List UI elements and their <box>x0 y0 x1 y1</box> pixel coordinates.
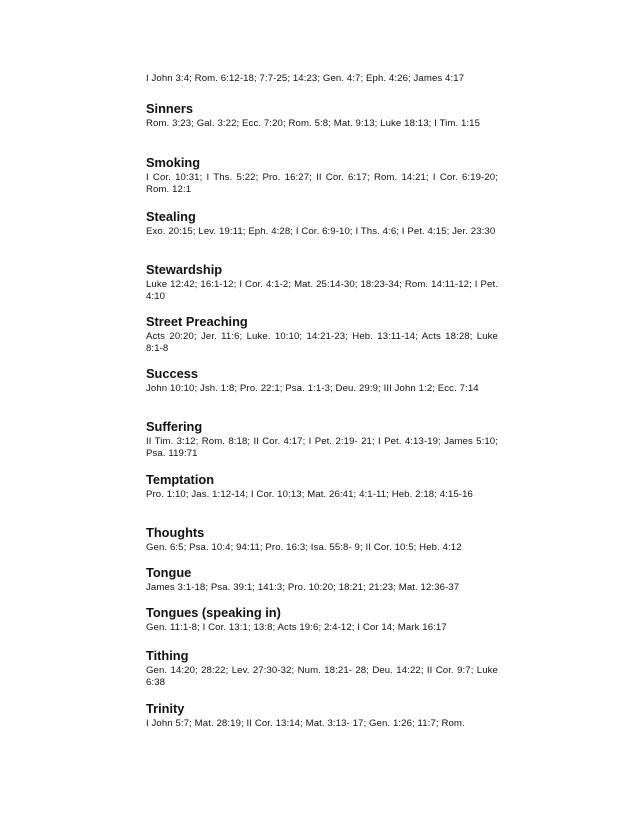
entry-stealing <box>146 209 498 238</box>
entry-heading: Tongues (speaking in) <box>146 605 281 620</box>
entry-thoughts <box>146 525 498 554</box>
entry-heading: Success <box>146 366 198 381</box>
entry-tithing <box>146 648 498 689</box>
entry-references: John 10:10; Jsh. 1:8; Pro. 22:1; Psa. 1:1-3; Deu. 29:9; III John 1:2; Ecc. 7:14 <box>146 383 479 394</box>
entry-smoking <box>146 155 498 196</box>
entry-street-preaching <box>146 314 498 355</box>
entry-references: II Tim. 3:12; Rom. 8:18; II Cor. 4:17; I Pet. 2:19- 21; I Pet. 4:13-19; James 5:10; Psa. 119:71 <box>146 436 498 459</box>
entry-references: Rom. 3:23; Gal. 3:22; Ecc. 7:20; Rom. 5:8; Mat. 9:13; Luke 18:13; I Tim. 1:15 <box>146 118 481 129</box>
entry-tongues-speaking-in <box>146 605 498 634</box>
entry-suffering <box>146 419 498 460</box>
entry-references: Gen. 14:20; 28:22; Lev. 27:30-32; Num. 18:21- 28; Deu. 14:22; II Cor. 9:7; Luke 6:38 <box>146 665 498 688</box>
entry-tongue <box>146 565 498 594</box>
entry-heading: Suffering <box>146 419 203 434</box>
entry-heading: Trinity <box>146 701 185 716</box>
entry-heading: Thoughts <box>146 525 205 540</box>
entry-temptation <box>146 472 498 501</box>
entry-heading: Tithing <box>146 648 189 663</box>
entry-heading: Stewardship <box>146 262 223 277</box>
entry-heading: Smoking <box>146 155 201 170</box>
entry-trinity <box>146 701 498 730</box>
entry-heading: Sinners <box>146 101 193 116</box>
entry-heading: Temptation <box>146 472 215 487</box>
entry-heading: Stealing <box>146 209 196 224</box>
entry-stewardship <box>146 262 498 303</box>
entry-references: I Cor. 10:31; I Ths. 5:22; Pro. 16:27; II Cor. 6:17; Rom. 14:21; I Cor. 6:19-20; Rom. 12:1 <box>146 172 498 195</box>
entry-references: Gen. 11:1-8; I Cor. 13:1; 13:8; Acts 19:6; 2:4-12; I Cor 14; Mark 16:17 <box>146 622 447 633</box>
entry-references: Luke 12:42; 16:1-12; I Cor. 4:1-2; Mat. 25:14-30; 18:23-34; Rom. 14:11-12; I Pet. 4:10 <box>146 279 498 302</box>
entry-references: Acts 20:20; Jer. 11:6; Luke. 10:10; 14:21-23; Heb. 13:11-14; Acts 18:28; Luke 8:1-8 <box>146 331 498 354</box>
entry-references: Exo. 20:15; Lev. 19:11; Eph. 4:28; I Cor. 6:9-10; I Ths. 4:6; I Pet. 4:15; Jer. 23:30 <box>146 226 496 237</box>
entry-heading: Tongue <box>146 565 192 580</box>
entry-success <box>146 366 498 395</box>
entry-sinners <box>146 101 498 130</box>
entry-references: James 3:1-18; Psa. 39:1; 141:3; Pro. 10:20; 18:21; 21:23; Mat. 12:36-37 <box>146 582 460 593</box>
entry-references: I John 5:7; Mat. 28:19; II Cor. 13:14; Mat. 3:13- 17; Gen. 1:26; 11:7; Rom. <box>146 718 465 729</box>
lead-references: I John 3:4; Rom. 6:12-18; 7:7-25; 14:23; Gen. 4:7; Eph. 4:26; James 4:17 <box>146 73 465 84</box>
entry-references: Pro. 1:10; Jas. 1:12-14; I Cor. 10:13; Mat. 26:41; 4:1-11; Heb. 2:18; 4:15-16 <box>146 489 473 500</box>
entry-heading: Street Preaching <box>146 314 248 329</box>
entry-references: Gen. 6:5; Psa. 10:4; 94:11; Pro. 16:3; Isa. 55:8- 9; II Cor. 10:5; Heb. 4:12 <box>146 542 462 553</box>
